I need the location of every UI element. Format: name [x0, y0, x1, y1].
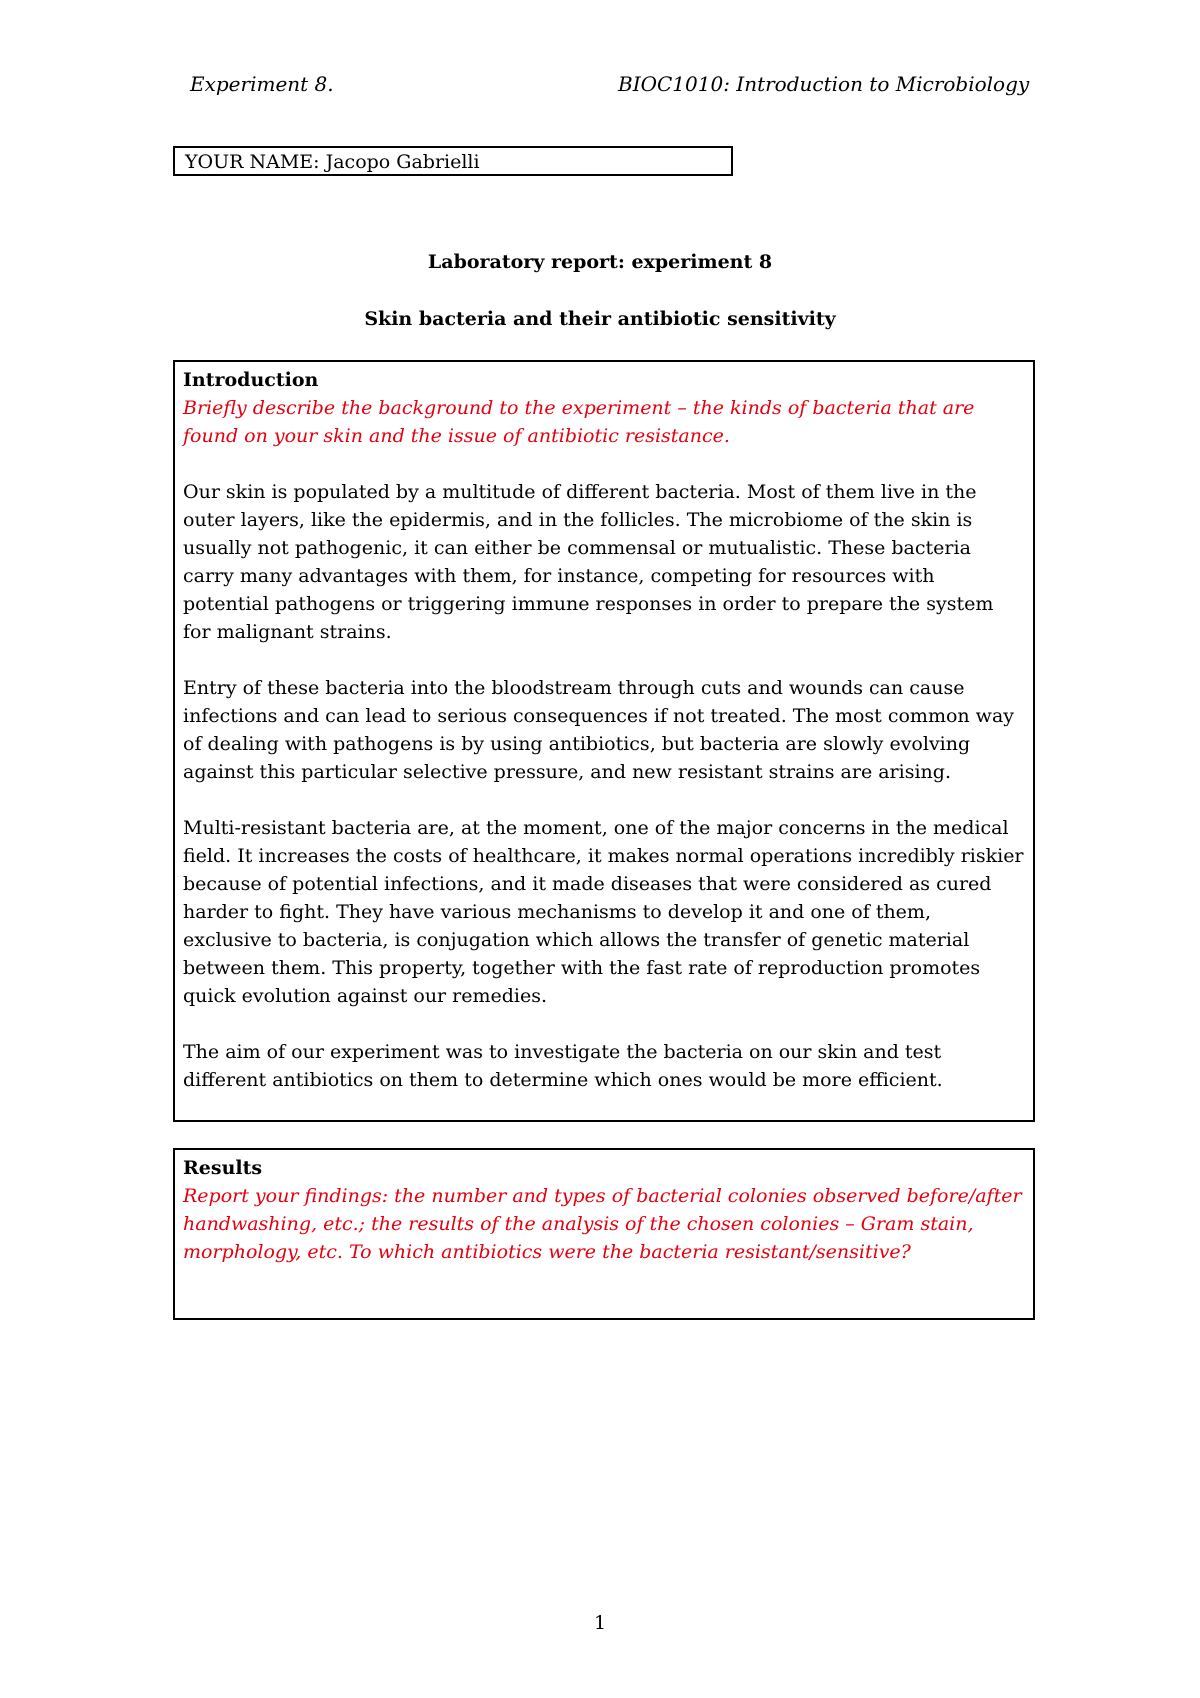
results-heading: Results: [183, 1157, 263, 1179]
name-field[interactable]: [173, 146, 733, 176]
introduction-paragraph: Multi-resistant bacteria are, at the moment, one of the major concerns in the medical field. It increases the costs of healthcare, it makes normal operations incredibly riskier because of potential infections, and it made diseases that were considered as cured harder to fight. They have various mechanisms to develop it and one of them, exclusive to bacteria, is conjugation which allows the transfer of genetic material between them. This property, together with the fast rate of reproduction promotes quick evolution against our remedies.: [183, 817, 1024, 1007]
report-title: Laboratory report: experiment 8: [427, 251, 773, 273]
introduction-instruction: Briefly describe the background to the experiment – the kinds of bacteria that are found on your skin and the issue of antibiotic resistance.: [183, 397, 975, 447]
report-subtitle: Skin bacteria and their antibiotic sensitivity: [364, 308, 836, 330]
introduction-paragraph: Our skin is populated by a multitude of different bacteria. Most of them live in the outer layers, like the epidermis, and in the follicles. The microbiome of the skin is usually not pathogenic, it can either be commensal or mutualistic. These bacteria carry many advantages with them, for instance, competing for resources with potential pathogens or triggering immune responses in order to prepare the system for malignant strains.: [183, 481, 994, 643]
results-section[interactable]: [173, 1148, 1035, 1320]
name-field-value: Jacopo Gabrielli: [325, 151, 480, 173]
header-course-title: BIOC1010: Introduction to Microbiology: [618, 72, 1030, 96]
introduction-heading: Introduction: [183, 369, 319, 391]
introduction-paragraph: Entry of these bacteria into the bloodstream through cuts and wounds can cause infections and can lead to serious consequences if not treated. The most common way of dealing with pathogens is by using antibiotics, but bacteria are slowly evolving against this particular selective pressure, and new resistant strains are arising.: [183, 677, 1015, 783]
results-instruction: Report your findings: the number and types of bacterial colonies observed before/after handwashing, etc.; the results of the analysis of the chosen colonies – Gram stain, morphology, etc. To which antibiotics were the bacteria resistant/sensitive?: [183, 1185, 1022, 1263]
introduction-paragraph: The aim of our experiment was to investigate the bacteria on our skin and test different antibiotics on them to determine which ones would be more efficient.: [183, 1041, 943, 1091]
header-experiment-label: Experiment 8.: [190, 72, 334, 96]
name-field-label: YOUR NAME:: [185, 151, 320, 173]
introduction-section[interactable]: [173, 360, 1035, 1122]
page-number: 1: [593, 1612, 607, 1634]
